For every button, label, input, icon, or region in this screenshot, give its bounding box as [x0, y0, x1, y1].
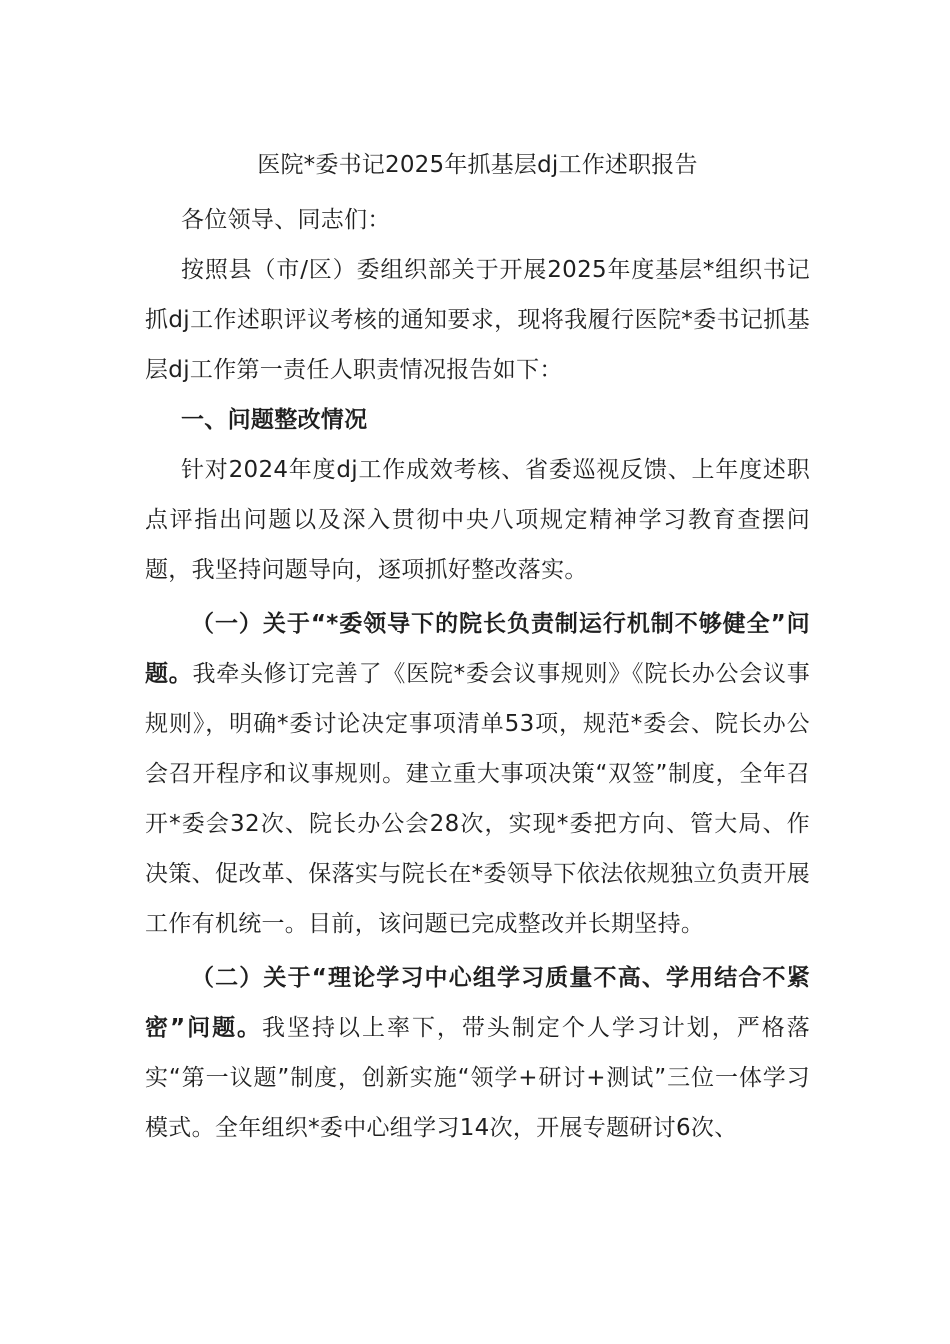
item-heading-1: （一）关于“*委领导下的院长负责制运行机制不够健全”问题。 — [145, 611, 810, 687]
salutation: 各位领导、同志们： — [181, 207, 391, 233]
document-title: 医院*委书记2025年抓基层dj工作述职报告 — [257, 152, 698, 178]
document-body — [145, 143, 810, 1153]
item-paragraph-1 — [145, 599, 810, 949]
item-body-2: 我坚持以上率下，带头制定个人学习计划，严格落实“第一议题”制度，创新实施“领学+研讨+测试”三位一体学习模式。全年组织*委中心组学习14次，开展专题研讨6次、 — [145, 1015, 810, 1141]
intro-paragraph: 按照县（市/区）委组织部关于开展2025年度基层*组织书记抓dj工作述职评议考核的通知要求，现将我履行医院*委书记抓基层dj工作第一责任人职责情况报告如下： — [145, 257, 810, 383]
section-intro-paragraph: 针对2024年度dj工作成效考核、省委巡视反馈、上年度述职点评指出问题以及深入贯彻中央八项规定精神学习教育查摆问题，我坚持问题导向，逐项抓好整改落实。 — [145, 457, 810, 583]
item-paragraph-2 — [145, 953, 810, 1153]
item-heading-2: （二）关于“理论学习中心组学习质量不高、学用结合不紧密”问题。 — [145, 965, 810, 1041]
item-body-1: 我牵头修订完善了《医院*委会议事规则》《院长办公会议事规则》，明确*委讨论决定事项清单53项，规范*委会、院长办公会召开程序和议事规则。建立重大事项决策“双签”制度，全年召开*委会32次、院长办公会28次，实现*委把方向、管大局、作决策、促改革、保落实与院长在*委领导下依法依规独立负责开展工作有机统一。目前，该问题已完成整改并长期坚持。 — [145, 661, 810, 937]
section-heading-problem-rectification: 一、问题整改情况 — [181, 407, 368, 433]
